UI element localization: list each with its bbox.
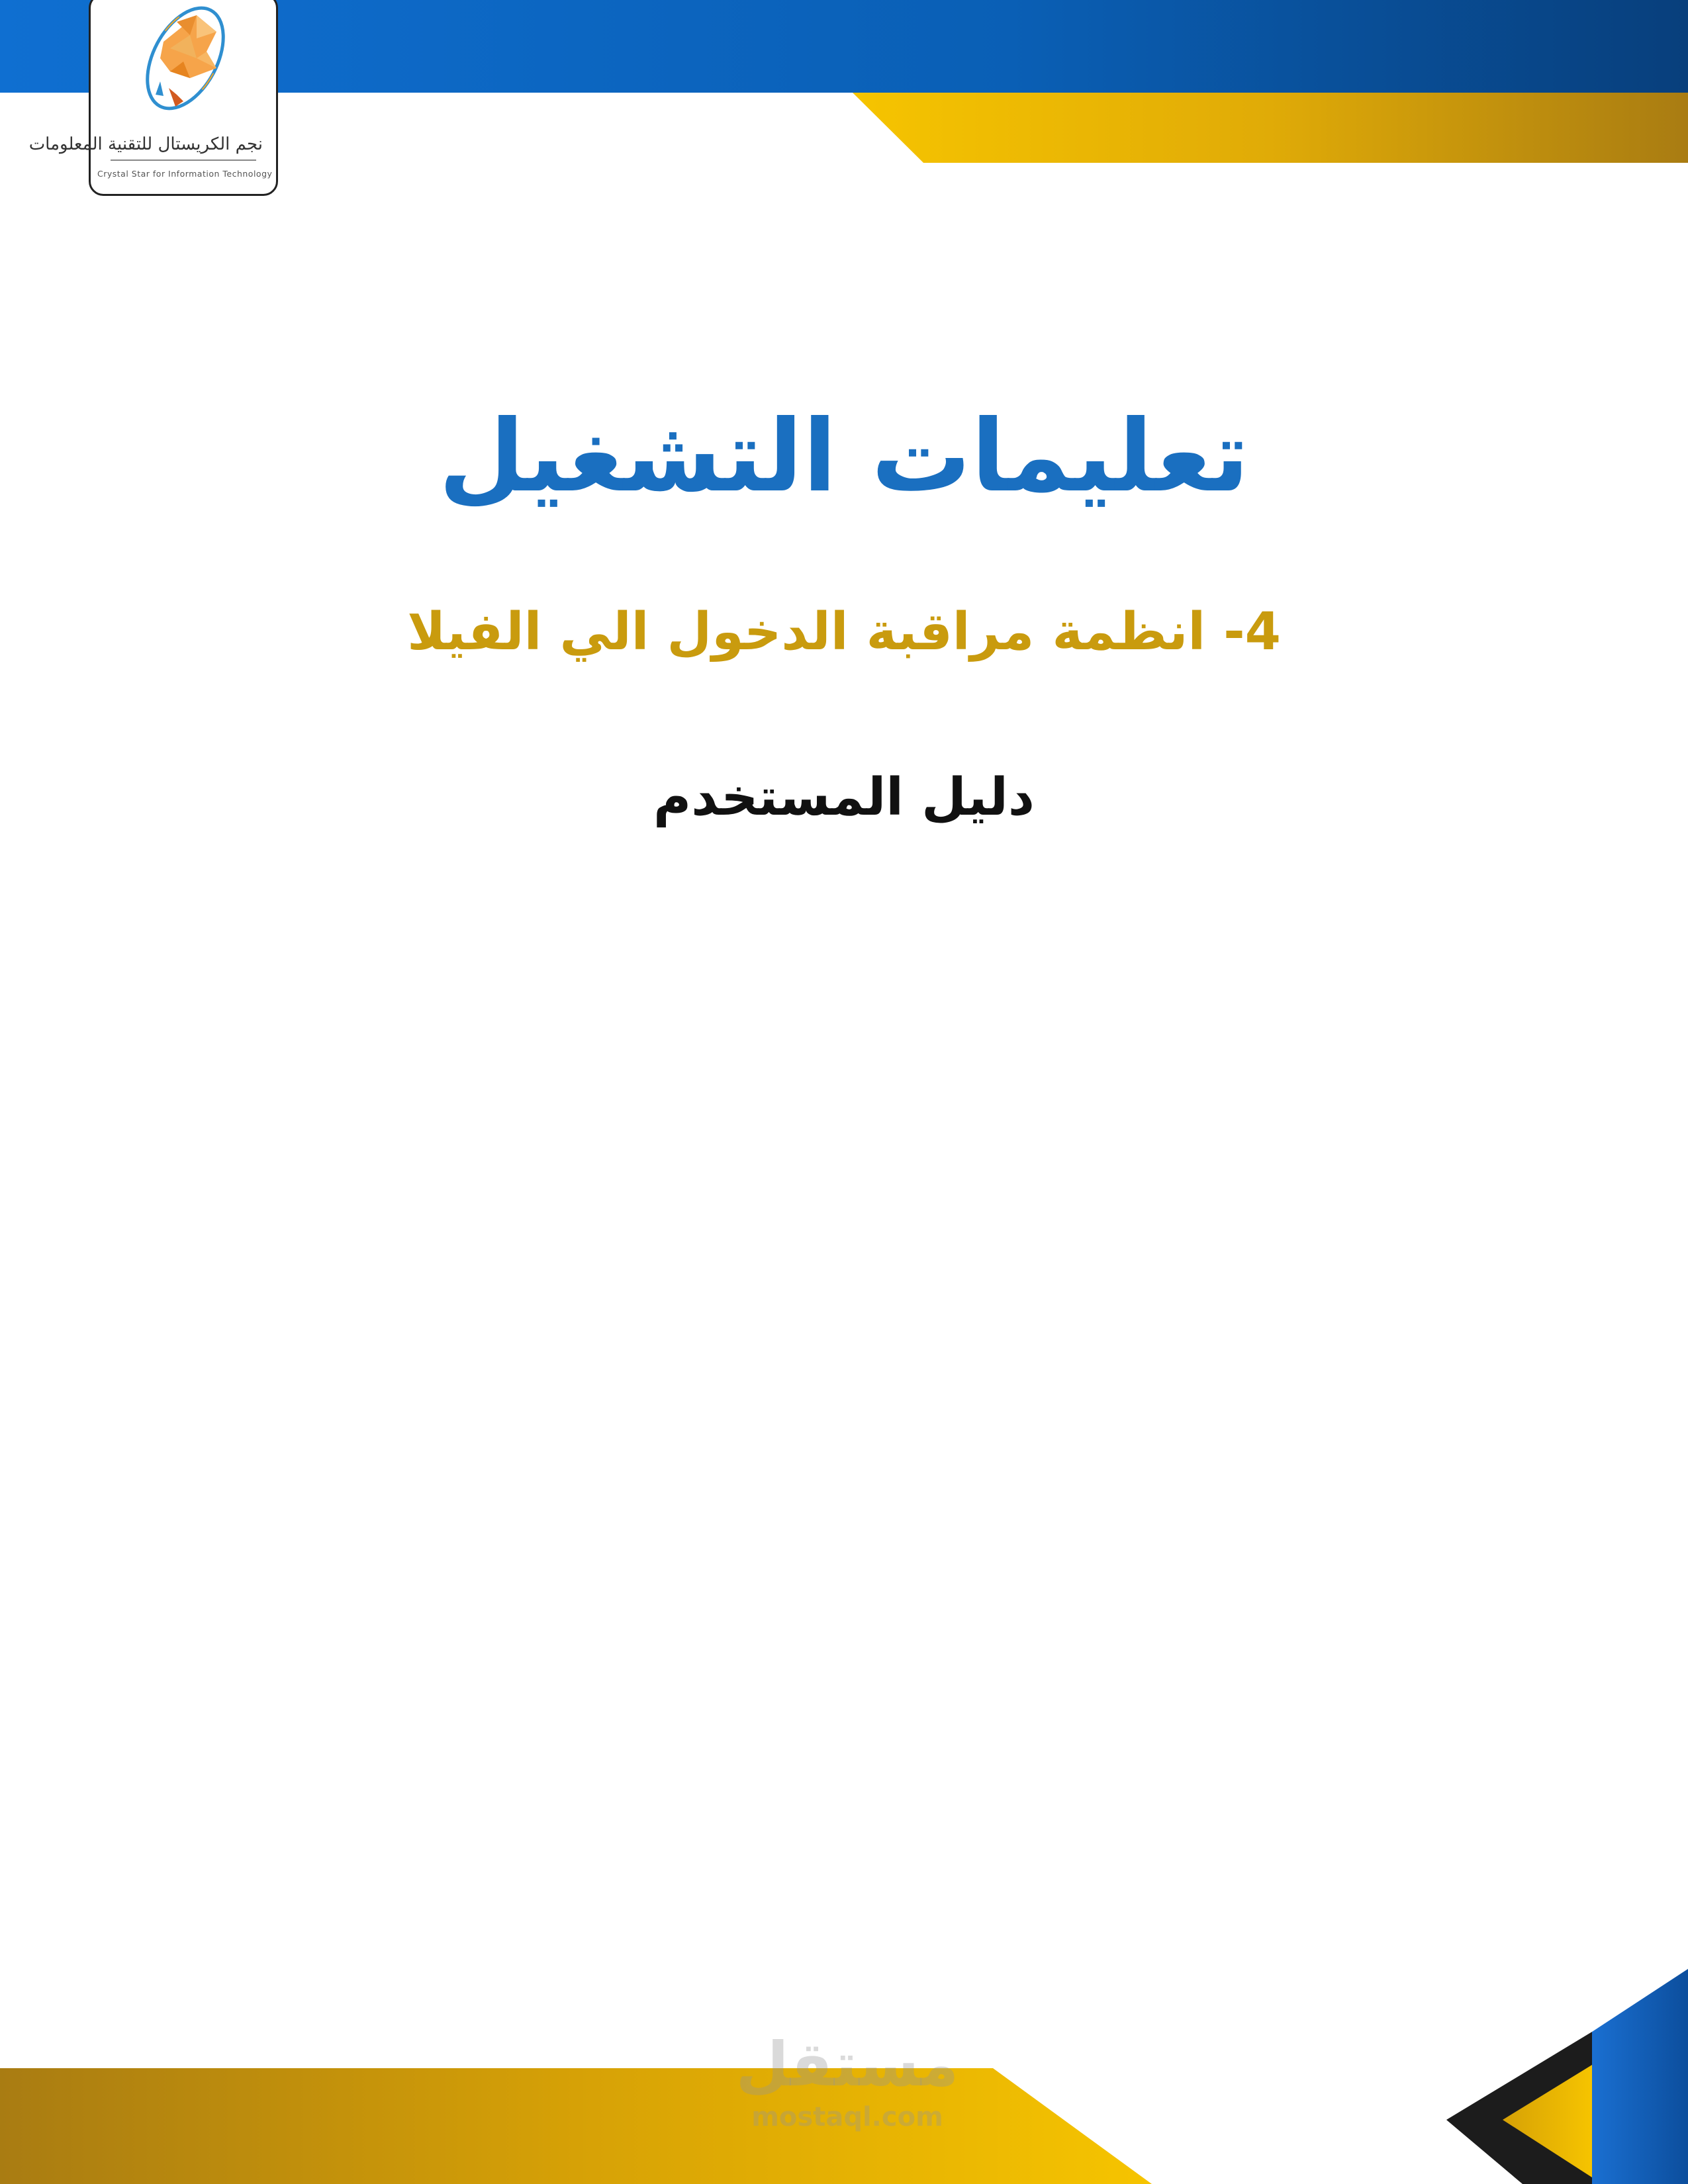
crystal-star-emblem: [28, 0, 276, 194]
document-title: تعليمات التشغيل: [438, 399, 1250, 514]
watermark-english: mostaql.com: [751, 2102, 943, 2132]
logo-english-name: Crystal Star for Information Technology: [97, 169, 273, 179]
document-subtitle: 4- انظمة مراقبة الدخول الي الفيلا: [407, 602, 1281, 662]
logo-arabic-name: نجم الكريستال للتقنية المعلومات: [28, 134, 263, 154]
top-gold-band: [853, 93, 1688, 163]
watermark-arabic: مستقل: [735, 2029, 959, 2100]
user-guide-label: دليل المستخدم: [653, 768, 1035, 827]
bottom-right-blue-band: [1592, 1969, 1688, 2184]
watermark: [715, 2028, 980, 2133]
company-logo: [28, 0, 278, 196]
